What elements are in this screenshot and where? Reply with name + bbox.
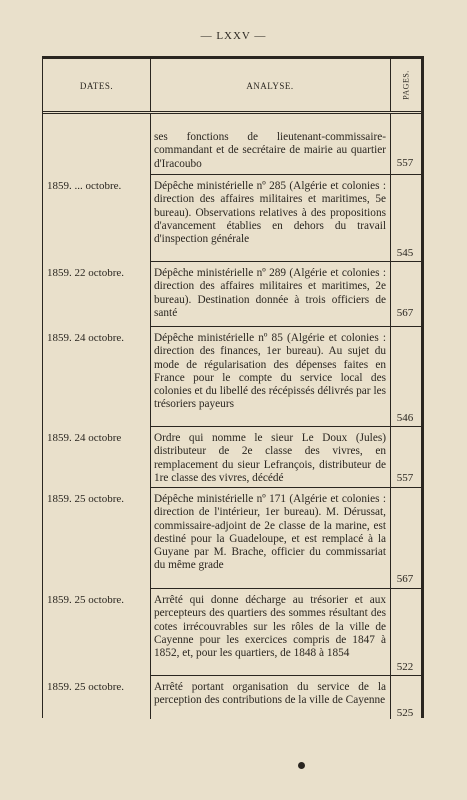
entry-analysis: Dépêche ministérielle nº 171 (Algérie et colonies : direction de l'intérieur, 1er bureau). M. Dérussat, commissaire-adjoint de 2e classe de la marine, est destiné pour la Guadeloupe, et est remplacé à la Guyane par M. Brache, officier du commissariat du même grade [154, 493, 386, 572]
row-separator [150, 675, 421, 676]
ink-dot [298, 762, 305, 769]
row-separator [150, 588, 421, 589]
entry-date: 1859. 25 octobre. [47, 493, 124, 505]
row-separator [150, 487, 421, 488]
entry-page: 545 [396, 247, 414, 259]
entry-page: 522 [396, 661, 414, 673]
register-table [42, 56, 424, 718]
entry-date: 1859. ... octobre. [47, 180, 122, 192]
entry-page: 546 [396, 412, 414, 424]
column-header-analyse: ANALYSE. [246, 81, 294, 91]
entry-analysis: Ordre qui nomme le sieur Le Doux (Jules) distributeur de 2e classe des vivres, en remplacement du sieur Lefrançois, distributeur de 1re classe des vivres, décédé [154, 432, 386, 484]
entry-date: 1859. 25 octobre. [47, 594, 124, 606]
entry-analysis: ses fonctions de lieutenant-commissaire-commandant et de secrétaire de mairie au quartier d'Iracoubo [154, 131, 386, 170]
column-divider [150, 59, 151, 111]
row-separator [150, 426, 421, 427]
entry-page: 567 [396, 573, 414, 585]
table-header [43, 59, 421, 114]
entry-analysis: Arrêté portant organisation du service de la perception des contributions de la ville de Cayenne [154, 681, 386, 707]
column-header-pages-box [391, 59, 421, 111]
entry-page: 525 [396, 707, 414, 719]
column-divider [390, 59, 391, 111]
entry-date: 1859. 24 octobre [47, 432, 122, 444]
entry-page: 557 [396, 157, 414, 169]
entry-date: 1859. 24 octobre. [47, 332, 124, 344]
entry-analysis: Arrêté qui donne décharge au trésorier et aux percepteurs des quartiers des sommes résultant des cotes irrécouvrables sur les rôles de la ville de Cayenne pour les exercices compris de 1847 à 1852, et, pour les quartiers, de 1848 à 1854 [154, 594, 386, 660]
entry-page: 557 [396, 472, 414, 484]
row-separator [150, 326, 421, 327]
column-divider [150, 114, 151, 719]
entry-analysis: Dépêche ministérielle nº 289 (Algérie et colonies : direction des affaires militaires et maritimes, 2e bureau). Destination donnée à trois officiers de santé [154, 267, 386, 319]
row-separator [150, 174, 421, 175]
page-header: — LXXV — [200, 30, 267, 42]
entry-analysis: Dépêche ministérielle nº 285 (Algérie et colonies : direction des affaires militaires et maritimes, 5e bureau). Observations relatives à des propositions d'avancement établies en dehors du travail d'inspection générale [154, 180, 386, 246]
entry-date: 1859. 22 octobre. [47, 267, 124, 279]
row-separator [150, 261, 421, 262]
entry-date: 1859. 25 octobre. [47, 681, 124, 693]
entry-page: 567 [396, 307, 414, 319]
entry-analysis: Dépêche ministérielle nº 85 (Algérie et colonies : direction des finances, 1er bureau). Au sujet du mode de régularisation des dépenses faites en France pour le compte du service local des colonies et du libellé des récépissés délivrés par les trésoriers payeurs [154, 332, 386, 411]
table-body [43, 114, 421, 719]
column-header-pages: PAGES. [401, 70, 411, 100]
column-header-dates: DATES. [79, 81, 114, 91]
